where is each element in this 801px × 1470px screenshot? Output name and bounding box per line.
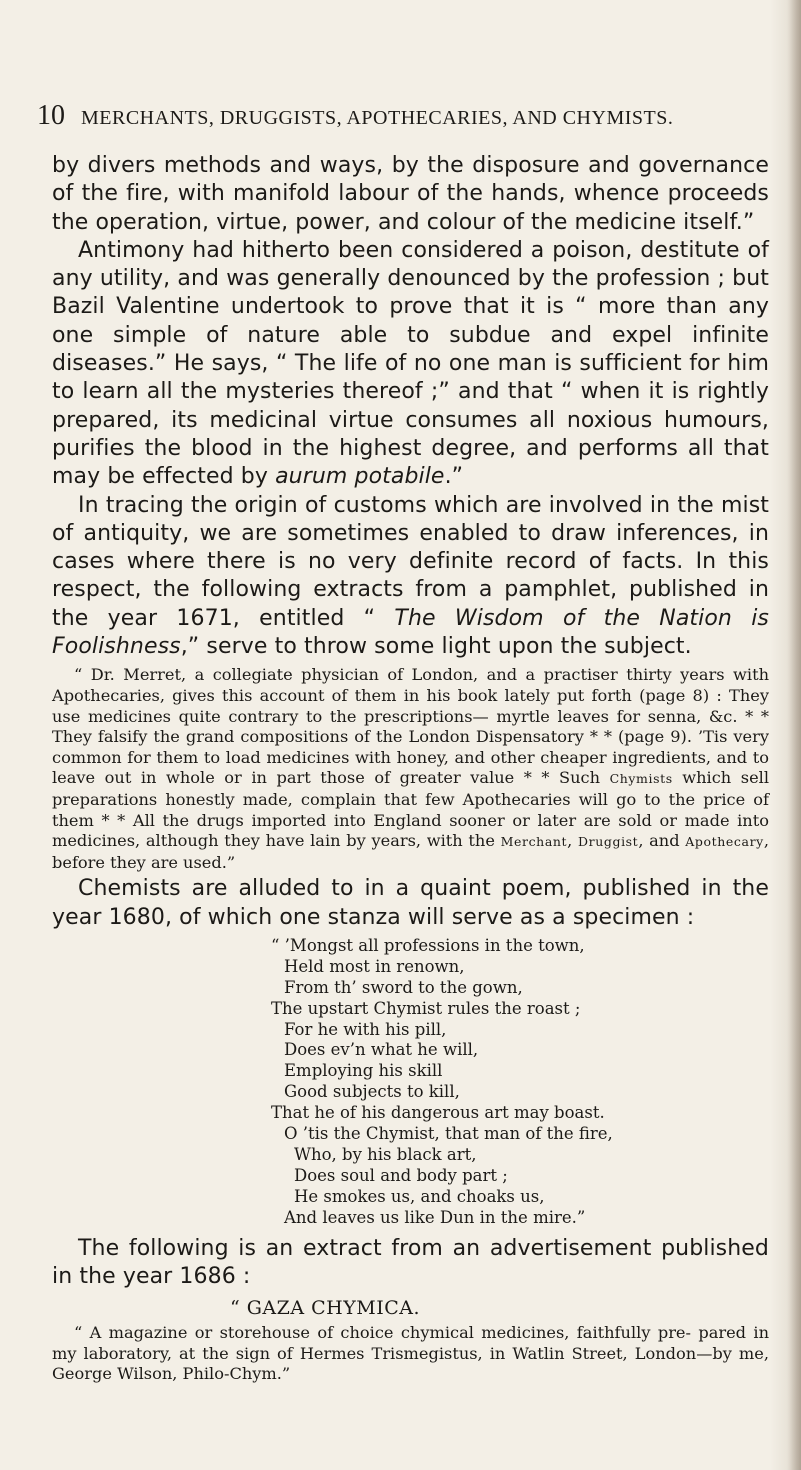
paragraph-origin-of-customs <box>52 492 769 662</box>
paragraph-antimony <box>52 237 769 492</box>
poem-line: Held most in renown, <box>284 956 465 976</box>
poem-line: That he of his dangerous art may boast. <box>271 1103 605 1123</box>
advert-body: “ A magazine or storehouse of choice chymical medicines, faithfully pre- pared in my laboratory, at the sign of Hermes Trismegistus, in Watlin Street, London—by me, George Wilson, Philo-Chym.” <box>52 1323 769 1384</box>
quote-part-a: “ Dr. Merret, a collegiate physician of London, and a practiser thirty years with Apothecaries, gives this account of them in his book lately put forth (page 8) : They use medicines quite contrary to the prescriptions— myrtle leaves for senna, &c. * * They falsify the grand compositions of the London Dispensatory * * (page 9). ’Tis very common for them to load medicines with honey, and other cheaper ingredients, and to leave out in whole or in part those of greater value * * Such <box>52 665 769 788</box>
merret-quotation <box>52 665 769 873</box>
page-edge-shadow <box>787 0 801 1470</box>
advert-title: “ GAZA CHYMICA. <box>230 1297 421 1320</box>
poem-line: For he with his pill, <box>284 1019 447 1039</box>
small-caps-druggist: Druggist <box>578 834 639 850</box>
paragraph-antimony-end: .” <box>444 464 464 490</box>
poem-line: Does soul and body part ; <box>294 1165 508 1185</box>
running-head: MERCHANTS, DRUGGISTS, APOTHECARIES, AND CHYMISTS. <box>81 107 674 129</box>
paragraph-origin-end: ,” serve to throw some light upon the subject. <box>180 634 692 660</box>
aurum-potabile-italic: aurum potabile <box>275 464 445 490</box>
poem-line: He smokes us, and choaks us, <box>294 1186 545 1206</box>
poem-line: O ’tis the Chymist, that man of the fire, <box>284 1124 613 1144</box>
paragraph-poem-intro: Chemists are alluded to in a quaint poem, published in the year 1680, of which one stanza will serve as a specimen : <box>52 876 769 930</box>
paragraph-advert-intro: The following is an extract from an advertisement published in the year 1686 : <box>52 1235 769 1289</box>
paragraph-antimony-text: Antimony had hitherto been considered a poison, destitute of any utility, and was generally denounced by the profession ; but Bazil Valentine undertook to prove that it is “ more than any one simple of nature able to subdue and expel infinite diseases.” He says, “ The life of no one man is sufficient for him to learn all the mysteries thereof ;” and that “ when it is rightly prepared, its medicinal virtue consumes all noxious humours, purifies the blood in the highest degree, and performs all that may be effected by <box>52 237 769 490</box>
page-header <box>37 100 777 132</box>
small-caps-chymists: Chymists <box>609 771 673 787</box>
poem-line: And leaves us like Dun in the mire.” <box>284 1207 586 1227</box>
poem-line: The upstart Chymist rules the roast ; <box>271 998 581 1018</box>
small-caps-apothecary: Apothecary <box>685 834 764 850</box>
poem-line: Who, by his black art, <box>294 1144 477 1164</box>
small-caps-merchant: Merchant <box>500 834 568 850</box>
quote-part-e: , before they are used.” <box>52 831 769 872</box>
poem-line: Good subjects to kill, <box>284 1082 460 1102</box>
quote-part-c: , <box>567 831 579 851</box>
poem-line: Employing his skill <box>284 1061 443 1081</box>
poem-line: From th’ sword to the gown, <box>284 977 523 997</box>
page-number: 10 <box>37 100 65 131</box>
pamphlet-title-italic: The Wisdom of the Nation is Foolishness <box>52 605 769 660</box>
paragraph-origin-text: In tracing the origin of customs which are involved in the mist of antiquity, we are sometimes enabled to draw inferences, in cases where there is no very definite record of facts. In this respect, the following extracts from a pamphlet, published in the year 1671, entitled “ <box>52 492 769 631</box>
page-body <box>52 152 769 1387</box>
poem-line: Does ev’n what he will, <box>284 1040 479 1060</box>
quote-part-d: , and <box>638 831 686 851</box>
poem-line: “ ’Mongst all professions in the town, <box>271 935 585 955</box>
paragraph-continued: by divers methods and ways, by the disposure and governance of the fire, with manifold labour of the hands, whence proceeds the operation, virtue, power, and colour of the medicine itself.” <box>52 153 769 235</box>
quote-part-b: which sell preparations honestly made, complain that few Apothecaries will go to the price of them * * All the drugs imported into England sooner or later are sold or made into medicines, although they have lain by years, with the <box>52 768 769 851</box>
poem-stanza <box>271 936 769 1229</box>
